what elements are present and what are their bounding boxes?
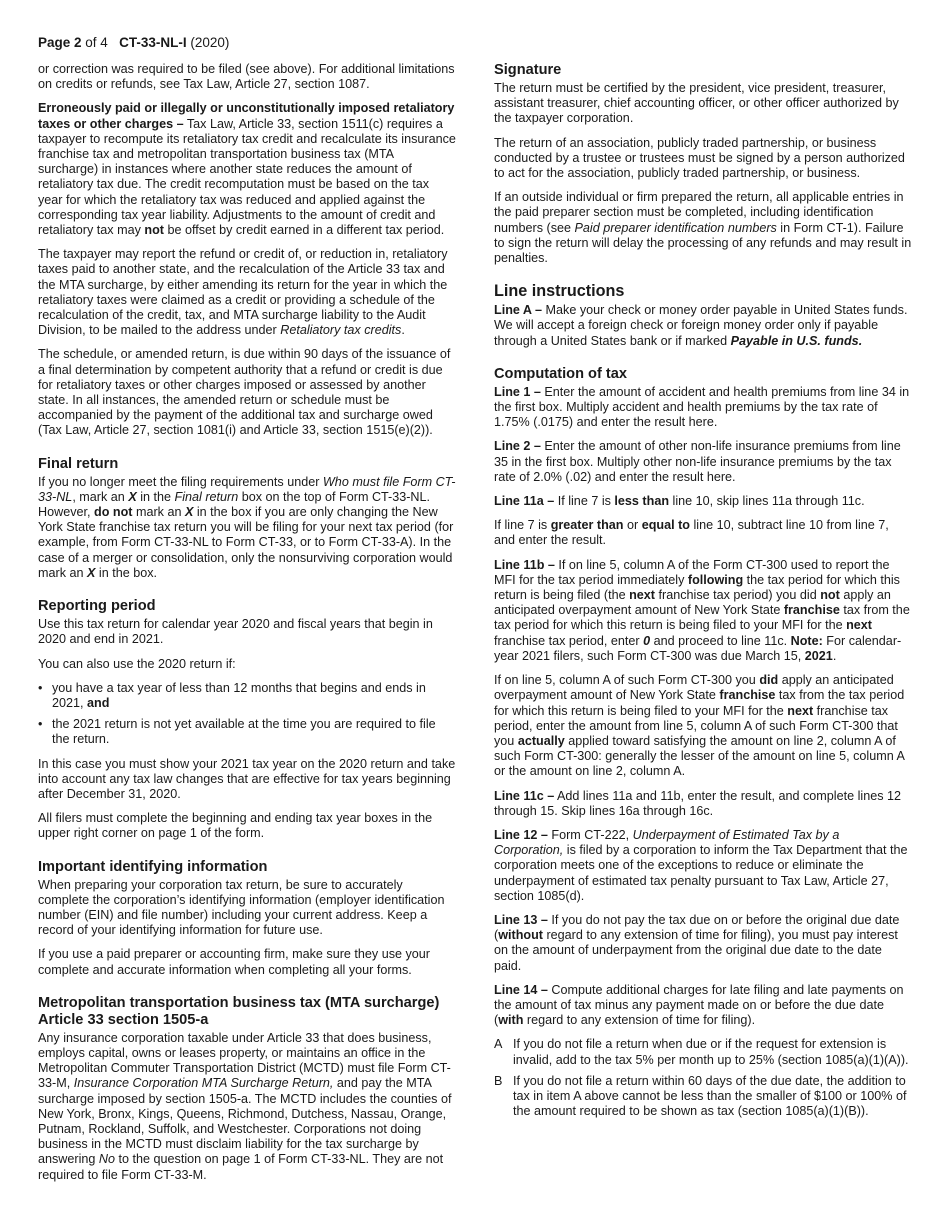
line-11b-text: and proceed to line 11c. bbox=[650, 633, 791, 648]
line-11b2-text: franchise tax period, enter the amount from line 5, column A of such Form CT-300 that you bbox=[494, 703, 898, 748]
emphasis: franchise bbox=[783, 603, 840, 618]
line-11b-text: the tax period for which this return is being filed (the bbox=[494, 572, 900, 603]
identifying-paragraph-2: If you use a paid preparer or accounting firm, make sure they use your complete and accurate information when completing all your forms. bbox=[38, 947, 431, 977]
signature-paragraph-2: The return of an association, publicly traded partnership, or business conducted by a trustee or trustees must be signed by a person authorized to act for the association, publicly traded partnership, or business. bbox=[494, 135, 905, 181]
line-1-text: Enter the amount of accident and health premiums from line 34 in the first box. Multiply accident and health premiums by the tax rate of 1.75% (.0175) and enter the result here. bbox=[494, 384, 910, 430]
note-label: Note: bbox=[790, 633, 823, 648]
line-11b-text: If on line 5, column A of the Form CT-300 used to report the MFI for the tax period immediately bbox=[494, 557, 890, 587]
final-text-3: in the bbox=[136, 489, 175, 504]
line-11b-paragraph bbox=[494, 558, 912, 664]
line-14-text: regard to any extension of time for filing). bbox=[523, 1013, 756, 1028]
line-2-text: Enter the amount of other non-life insurance premiums from line 35 in the first box. Multiply other non-life insurance premiums by the tax rate of 2.0% (.02) and enter the result here. bbox=[494, 439, 901, 484]
emphasis: next bbox=[629, 588, 656, 603]
right-column bbox=[494, 62, 912, 1125]
line-14-items bbox=[494, 1037, 912, 1119]
line-a-paragraph bbox=[494, 303, 912, 349]
line-11a2-text-1: If line 7 is bbox=[494, 518, 551, 533]
mta-answer-no: No bbox=[98, 1152, 116, 1167]
signature-paragraph-3 bbox=[494, 190, 912, 266]
line-11a-paragraph bbox=[494, 494, 912, 509]
erroneous-heading: Erroneously paid or illegally or unconstitutionally imposed retaliatory taxes or other charges – bbox=[38, 101, 455, 131]
bullet-text: you have a tax year of less than 12 months that begins and ends in 2021, bbox=[52, 680, 426, 710]
form-year: (2020) bbox=[186, 35, 230, 50]
emphasis: franchise bbox=[719, 688, 776, 703]
emphasis: following bbox=[687, 572, 744, 587]
final-return-paragraph bbox=[38, 475, 456, 581]
final-return-heading: Final return bbox=[38, 455, 119, 472]
line-11b2-text: applied toward satisfying the amount on line 2, column A of such Form CT-300: generally the lesser of the amount on line 5, column A or the amount on line 2, column A. bbox=[494, 733, 905, 779]
reporting-paragraph-3: In this case you must show your 2021 tax year on the 2020 return and take into account any tax law changes that are effective for tax years beginning after December 31, 2020. bbox=[38, 756, 456, 801]
final-ref-2: Final return bbox=[174, 489, 239, 504]
reporting-paragraph-1: Use this tax return for calendar year 2020 and fiscal years that begin in 2020 and end in 2021. bbox=[38, 617, 433, 647]
line-label: Line A – bbox=[494, 303, 543, 318]
line-label: Line 11a – bbox=[494, 494, 555, 509]
line-12-text: is filed by a corporation to inform the Tax Department that the corporation meets one of the exceptions to reduce or eliminate the underpayment of estimated tax penalty pursuant to Tax Law, Article 27, section 1085(d). bbox=[494, 843, 908, 903]
line-11a-text-1: If line 7 is bbox=[554, 494, 615, 509]
mta-form-title: Insurance Corporation MTA Surcharge Return, bbox=[73, 1076, 334, 1091]
form-number: CT-33-NL-I bbox=[119, 35, 187, 50]
line-11a-paragraph-2 bbox=[494, 518, 912, 548]
emphasis: actually bbox=[517, 733, 565, 748]
line-11b2-text: If on line 5, column A of such Form CT-300 you bbox=[494, 673, 760, 688]
line-13-text: regard to any extension of time for filing), you must pay interest on the amount of underpayment from the original due date to the date paid. bbox=[494, 928, 898, 973]
emphasis: without bbox=[498, 928, 543, 943]
line-label: Line 2 – bbox=[494, 439, 541, 454]
line-13-text: If you do not pay the tax due on or before the original due date ( bbox=[494, 912, 900, 943]
identifying-info-heading: Important identifying information bbox=[38, 858, 268, 875]
line-label: Line 11b – bbox=[494, 557, 555, 572]
emphasis: equal to bbox=[641, 518, 690, 533]
line-a-text: Make your check or money order payable in United States funds. We will accept a foreign check or foreign money order only if payable through a United States bank or if marked bbox=[494, 303, 908, 348]
line-13-paragraph bbox=[494, 913, 912, 974]
emphasis: less than bbox=[614, 494, 670, 509]
x-mark: X bbox=[128, 489, 137, 504]
line-11c-text: Add lines 11a and 11b, enter the result, and complete lines 12 through 15. Skip lines 16a through 16c. bbox=[494, 788, 902, 818]
emphasis-not: not bbox=[144, 223, 164, 238]
page-number: Page 2 bbox=[38, 35, 82, 50]
line-label: Line 12 – bbox=[494, 827, 548, 842]
signature-text-2: in Form CT-1). Failure to sign the return will delay the processing of any refunds and may result in penalties. bbox=[494, 220, 912, 266]
line-11b-text: franchise tax period, enter bbox=[494, 633, 644, 648]
signature-paragraph-1: The return must be certified by the president, vice president, treasurer, assistant treasurer, chief accounting officer, or other officer authorized by the taxpayer corporation. bbox=[494, 81, 899, 126]
left-column bbox=[38, 62, 456, 1192]
signature-heading: Signature bbox=[494, 62, 562, 78]
computation-heading: Computation of tax bbox=[494, 365, 627, 382]
emphasis: next bbox=[787, 703, 814, 718]
line-label: Line 13 – bbox=[494, 912, 548, 927]
form-ct-222-title: Underpayment of Estimated Tax by a Corporation, bbox=[494, 827, 840, 858]
line-instructions-heading: Line instructions bbox=[494, 282, 625, 301]
emphasis: with bbox=[498, 1013, 524, 1028]
final-text-4: box on the top of Form CT-33-NL. However, bbox=[38, 489, 431, 520]
line-12-text: Form CT-222, bbox=[547, 827, 633, 842]
line-1-paragraph bbox=[494, 385, 912, 431]
list-item bbox=[494, 1037, 912, 1067]
page-of: of 4 bbox=[81, 35, 108, 50]
x-mark: X bbox=[184, 505, 194, 520]
schedule-paragraph: The schedule, or amended return, is due within 90 days of the issuance of a final determination by competent authority that a refund or credit is due for retaliatory taxes or other charges imposed or assessed by another state. In all instances, the amended return or schedule must be accompanied by the payment of the additional tax and surcharge owed (Tax Law, Article 27, section 1081(i) and Article 33, section 1515(e)(2)). bbox=[38, 347, 451, 438]
erroneous-text-1: Tax Law, Article 33, section 1511(c) requires a taxpayer to recompute its retaliatory tax credit and recalculate its insurance franchise tax and metropolitan transportation business tax (MTA surcharge) in instances where another state reduces the amount of retaliatory tax due. The credit recomputation must be based on the tax year for which the retaliatory tax was reduced and applied against the corresponding tax year liability. Adjustments to the amount of credit and retaliatory tax may bbox=[38, 116, 456, 238]
erroneous-paragraph bbox=[38, 101, 456, 238]
line-11a2-text-3: line 10, subtract line 10 from line 7, and enter the result. bbox=[494, 518, 889, 548]
list-item bbox=[38, 681, 456, 711]
final-ref-1: Who must file Form CT-33-NL bbox=[38, 474, 456, 504]
payable-in-us-funds: Payable in U.S. funds. bbox=[730, 333, 863, 348]
line-11b-paragraph-2 bbox=[494, 673, 912, 779]
line-11b-text: franchise tax period) you did bbox=[655, 588, 821, 603]
reporting-paragraph-2: You can also use the 2020 return if: bbox=[38, 656, 236, 671]
reporting-paragraph-4: All filers must complete the beginning and ending tax year boxes in the upper right corner on page 1 of the form. bbox=[38, 811, 433, 841]
line-label: Line 11c – bbox=[494, 788, 555, 803]
line-11a-text-2: line 10, skip lines 11a through 11c. bbox=[669, 494, 865, 509]
line-label: Line 1 – bbox=[494, 384, 541, 399]
line-11b-text: . bbox=[832, 648, 837, 663]
list-item: • the 2021 return is not yet available at the time you are required to file the return. bbox=[38, 717, 456, 747]
emphasis-year: 2021 bbox=[804, 648, 833, 663]
signature-text-1: If an outside individual or firm prepared the return, all applicable entries in the paid preparer section must be completed, including identification numbers (see bbox=[494, 190, 904, 235]
line-14-paragraph bbox=[494, 983, 912, 1029]
line-11a2-text-2: or bbox=[623, 518, 642, 533]
final-text-6: in the box if you are only changing the New York State franchise tax return you will be filing for your next tax period (for example, from Form CT-33-NL to Form CT-33, or to Form CT-33-A). In the case of a merger or consolidation, only the nonsurviving corporation would mark an bbox=[38, 505, 454, 580]
preparer-reference: Paid preparer identification numbers bbox=[574, 220, 777, 235]
final-text-5: mark an bbox=[132, 505, 185, 520]
page-header bbox=[38, 34, 229, 52]
erroneous-text-2: be offset by credit earned in a different tax period. bbox=[163, 223, 445, 238]
emphasis: not bbox=[820, 588, 840, 603]
emphasis-and: and bbox=[87, 695, 110, 710]
final-text-1: If you no longer meet the filing requirements under bbox=[38, 474, 323, 489]
mta-text-2: and pay the MTA surcharge imposed by section 1505-a. The MCTD includes the counties of New York, Bronx, Kings, Queens, Richmond, Dutchess, Nassau, Orange, Putnam, Rockland, Suffolk, and Westchester. Corporations not doing business in the MCTD must disclaim liability for the tax surcharge by answering bbox=[38, 1076, 452, 1167]
taxpayer-text-2: . bbox=[401, 323, 405, 338]
mta-text-3: to the question on page 1 of Form CT-33-NL. They are not required to file Form CT-33-M. bbox=[38, 1152, 444, 1182]
mta-text-1: Any insurance corporation taxable under Article 33 that does business, employs capital, owns or leases property, or maintains an office in the Metropolitan Commuter Transportation District (MCTD) must file Form CT-33-M, bbox=[38, 1030, 451, 1091]
line-11b2-text: apply an anticipated overpayment amount of New York State bbox=[494, 673, 894, 703]
item-text: If you do not file a return when due or if the request for extension is invalid, add to the tax 5% per month up to 25% (section 1085(a)(1)(A)). bbox=[513, 1037, 909, 1067]
line-12-paragraph bbox=[494, 828, 912, 904]
reporting-bullets bbox=[38, 681, 456, 748]
identifying-paragraph-1: When preparing your corporation tax return, be sure to accurately complete the corporation’s identifying information (employer identification number (EIN) and file number) including your current address. Keep a record of your identifying information for future use. bbox=[38, 877, 445, 938]
line-11b2-text: tax from the tax period for which this return is being filed to your MFI for the bbox=[494, 688, 905, 718]
zero-entry: 0 bbox=[643, 633, 651, 648]
line-11c-paragraph bbox=[494, 789, 912, 819]
retaliatory-reference: Retaliatory tax credits bbox=[280, 323, 402, 338]
item-text: If you do not file a return within 60 days of the due date, the addition to tax in item A above cannot be less than the smaller of $100 or 100% of the amount required to be shown as tax (section 1085(a)(1)(B)). bbox=[513, 1073, 907, 1119]
intro-paragraph: or correction was required to be filed (see above). For additional limitations on credits or refunds, see Tax Law, Article 27, section 1087. bbox=[38, 62, 455, 92]
line-2-paragraph bbox=[494, 439, 912, 485]
mta-paragraph bbox=[38, 1031, 456, 1183]
emphasis-do-not: do not bbox=[94, 505, 133, 520]
emphasis: next bbox=[846, 618, 872, 633]
item-marker: A bbox=[494, 1037, 503, 1052]
reporting-period-heading: Reporting period bbox=[38, 598, 156, 615]
line-11b-text: apply an anticipated overpayment amount of New York State bbox=[494, 588, 891, 618]
line-11b-text: For calendar-year 2021 filers, such Form CT-300 was due March 15, bbox=[494, 633, 902, 663]
line-14-text: Compute additional charges for late filing and late payments on the amount of tax minus any payment made on or before the due date ( bbox=[494, 982, 904, 1028]
emphasis: greater than bbox=[550, 518, 624, 533]
x-mark: X bbox=[87, 565, 96, 580]
line-label: Line 14 – bbox=[494, 982, 548, 997]
item-marker: B bbox=[494, 1073, 503, 1088]
mta-heading: Metropolitan transportation business tax (MTA surcharge) Article 33 section 1505-a bbox=[38, 994, 440, 1028]
final-text-2: , mark an bbox=[72, 489, 129, 504]
taxpayer-text-1: The taxpayer may report the refund or credit of, or reduction in, retaliatory taxes paid to another state, and the recalculation of the Article 33 tax and the MTA surcharge, by either amending its return for the year in which the retaliatory taxes were claimed as a credit or providing a schedule of the recalculation of the credit, tax, and MTA surcharge liability to the Audit Division, to be mailed to the address under bbox=[38, 247, 448, 338]
list-item bbox=[494, 1074, 912, 1120]
line-11b-text: tax from the tax period for which this return is being filed to your MFI for the bbox=[494, 603, 910, 633]
final-text-7: in the box. bbox=[95, 565, 158, 580]
taxpayer-paragraph bbox=[38, 247, 456, 338]
emphasis: did bbox=[759, 673, 779, 688]
